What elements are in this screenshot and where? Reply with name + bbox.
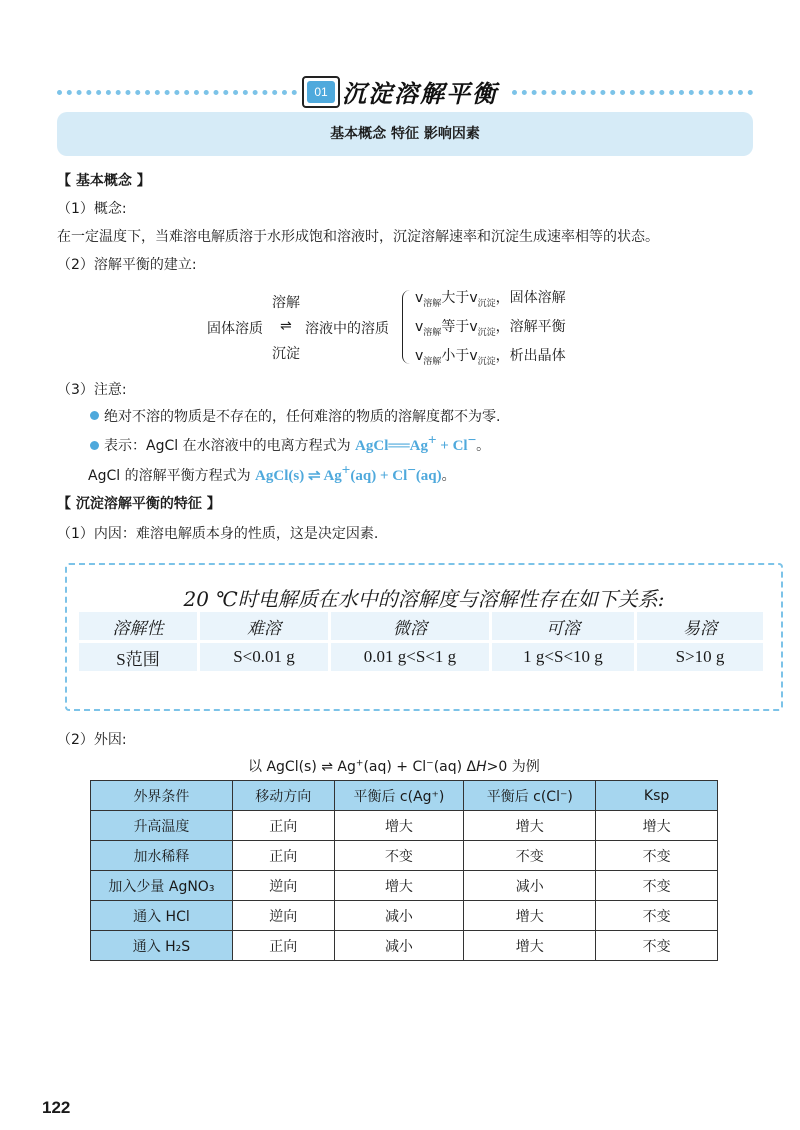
solubility-header-cell: 易溶	[637, 612, 763, 640]
solubility-range-cell: S范围	[79, 643, 197, 671]
solubility-header-row	[79, 612, 763, 640]
solubility-range-cell: 0.01 g<S<1 g	[331, 643, 489, 671]
branch-dissolving: $v_{溶解}$大于$v_{沉淀}$，固体溶解	[415, 290, 566, 309]
branch-precipitating: $v_{溶解}$小于$v_{沉淀}$，析出晶体	[415, 348, 566, 367]
basic-concept-heading: 【 基本概念 】	[57, 173, 151, 189]
table-cell: 正向	[232, 931, 334, 961]
table-cell: 不变	[596, 901, 718, 931]
table-cell: 增大	[464, 811, 596, 841]
table-cell: 逆向	[232, 871, 334, 901]
internal-factor: （1）内因：难溶电解质本身的性质，这是决定因素.	[57, 526, 379, 542]
solubility-range-cell: S>10 g	[637, 643, 763, 671]
table-cell: 减小	[334, 931, 464, 961]
solubility-header-cell: 微溶	[331, 612, 489, 640]
section-number: 01	[307, 81, 335, 103]
table-cell: 增大	[334, 811, 464, 841]
table-row	[91, 901, 718, 931]
table-cell: 正向	[232, 841, 334, 871]
eq-dissolve-label: 溶解	[272, 295, 300, 311]
table-cell: 增大	[464, 901, 596, 931]
eq-precipitate-label: 沉淀	[272, 346, 300, 362]
note-insoluble: 绝对不溶的物质是不存在的，任何难溶的物质的溶解度都不为零.	[104, 409, 501, 425]
table-row	[91, 841, 718, 871]
bullet-icon	[90, 411, 99, 420]
branch-equilibrium: $v_{溶解}$等于$v_{沉淀}$，溶解平衡	[415, 319, 566, 338]
solubility-range-cell: S<0.01 g	[200, 643, 328, 671]
table-cell: 增大	[596, 811, 718, 841]
solubility-header-cell: 溶解性	[79, 612, 197, 640]
subtitle-bar: 基本概念 特征 影响因素	[57, 112, 753, 156]
bullet-icon	[90, 441, 99, 450]
table-row	[91, 871, 718, 901]
table-cell: 不变	[596, 841, 718, 871]
factor-table	[90, 780, 718, 961]
factor-header-cell: 平衡后 c(Cl⁻)	[464, 781, 596, 811]
table-cell: 减小	[334, 901, 464, 931]
eq-solution-solute: 溶液中的溶质	[305, 321, 389, 337]
header-dotted-line-right	[512, 90, 753, 95]
table-cell: 正向	[232, 811, 334, 841]
notes-label: （3）注意:	[57, 382, 127, 398]
table-cell: 加水稀释	[91, 841, 233, 871]
concept-text: 在一定温度下，当难溶电解质溶于水形成饱和溶液时，沉淀溶解速率和沉淀生成速率相等的状态。	[57, 229, 659, 245]
eq-equilibrium-arrow: ⇌	[280, 318, 292, 334]
table-cell: 逆向	[232, 901, 334, 931]
section-number-badge	[302, 76, 340, 108]
concept-label: （1）概念:	[57, 201, 127, 217]
factor-header-cell: Ksp	[596, 781, 718, 811]
solubility-header-cell: 难溶	[200, 612, 328, 640]
solubility-table	[76, 612, 766, 671]
solubility-range-row	[79, 643, 763, 671]
table-cell: 增大	[334, 871, 464, 901]
table-cell: 不变	[464, 841, 596, 871]
table-cell: 升高温度	[91, 811, 233, 841]
table-cell: 增大	[464, 931, 596, 961]
equilibrium-setup-label: （2）溶解平衡的建立:	[57, 257, 197, 273]
table-cell: 通入 H₂S	[91, 931, 233, 961]
table-cell: 不变	[334, 841, 464, 871]
table-cell: 不变	[596, 931, 718, 961]
page-number: 122	[42, 1098, 71, 1117]
header-dotted-line-left	[57, 90, 297, 95]
table-cell: 减小	[464, 871, 596, 901]
solubility-header-cell: 可溶	[492, 612, 634, 640]
factor-header-cell: 移动方向	[232, 781, 334, 811]
note-dissolution-equation: AgCl 的溶解平衡方程式为 AgCl(s) ⇌ Ag+(aq) + Cl−(aq)。	[88, 462, 456, 484]
solubility-box-title: 20 ℃时电解质在水中的溶解度与溶解性存在如下关系:	[183, 587, 665, 611]
branch-brace	[402, 290, 411, 364]
table-row	[91, 811, 718, 841]
solubility-range-cell: 1 g<S<10 g	[492, 643, 634, 671]
factor-table-caption: 以 AgCl(s) ⇌ Ag+(aq) + Cl−(aq) ΔH>0 为例	[248, 758, 540, 775]
table-cell: 通入 HCl	[91, 901, 233, 931]
features-heading: 【 沉淀溶解平衡的特征 】	[57, 496, 221, 512]
eq-solid-solute: 固体溶质	[207, 321, 263, 337]
table-cell: 加入少量 AgNO₃	[91, 871, 233, 901]
factor-header-cell: 外界条件	[91, 781, 233, 811]
table-row	[91, 931, 718, 961]
note-ionization: 表示：AgCl 在水溶液中的电离方程式为 AgCl══Ag+ + Cl−。	[104, 432, 491, 454]
external-factor-label: （2）外因:	[57, 732, 127, 748]
section-title: 沉淀溶解平衡	[342, 79, 498, 108]
factor-header-cell: 平衡后 c(Ag⁺)	[334, 781, 464, 811]
table-cell: 不变	[596, 871, 718, 901]
factor-table-header-row	[91, 781, 718, 811]
